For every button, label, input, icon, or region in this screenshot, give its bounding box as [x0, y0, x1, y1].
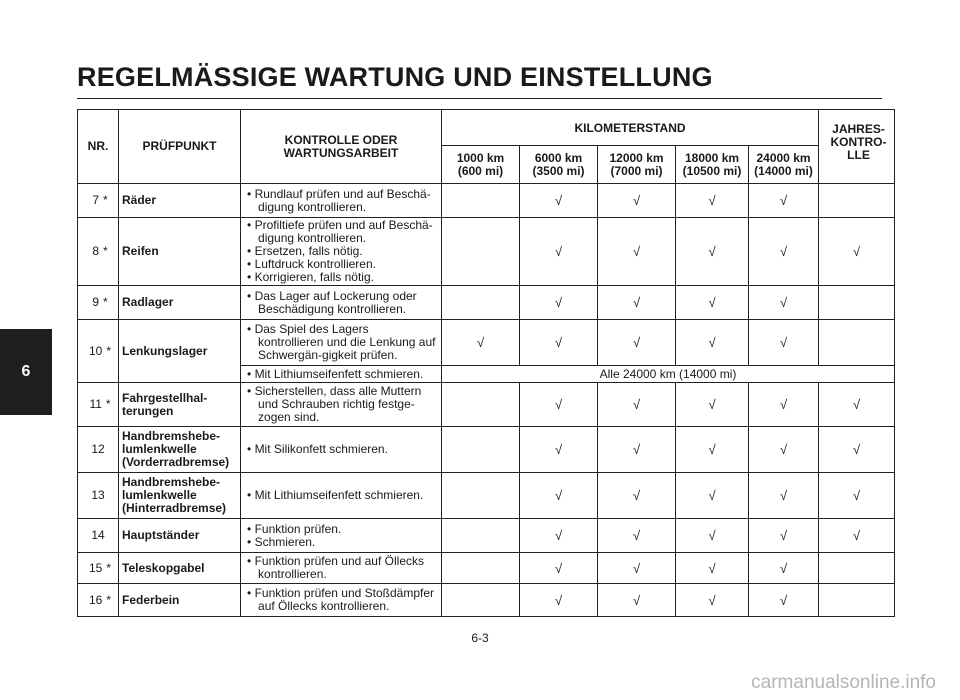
interval-km: 18000 km	[684, 150, 740, 165]
check-mark: √	[708, 592, 716, 608]
special-service-mark: *	[103, 244, 108, 258]
row-number	[78, 519, 119, 553]
special-service-mark: *	[103, 193, 108, 207]
check-mark: √	[852, 528, 861, 543]
check-item: Handbremshebe-lumlenkwelle (Hinterradbremse)	[119, 473, 241, 519]
check-mark: √	[779, 193, 788, 208]
check-mark: √	[779, 335, 788, 350]
interval-check-cell	[598, 320, 676, 366]
table-row	[78, 383, 895, 427]
check-mark: √	[632, 560, 641, 576]
maintenance-task	[241, 383, 442, 427]
check-item: Federbein	[119, 584, 241, 617]
interval-check-cell	[676, 383, 749, 427]
check-mark: √	[632, 193, 641, 208]
header-interval	[676, 146, 749, 184]
annual-check-cell	[819, 320, 895, 366]
table-row	[78, 184, 895, 218]
maintenance-task	[241, 584, 442, 617]
interval-check-cell	[598, 519, 676, 553]
maintenance-task	[241, 320, 442, 366]
row-number	[78, 218, 119, 286]
interval-check-cell	[442, 519, 520, 553]
interval-check-cell	[442, 286, 520, 320]
interval-km: 1000 km	[456, 150, 505, 165]
check-mark: √	[852, 244, 861, 259]
check-mark: √	[554, 488, 563, 503]
table-header	[78, 110, 895, 184]
check-item: Teleskopgabel	[119, 553, 241, 584]
check-mark: √	[554, 244, 563, 259]
interval-check-cell	[676, 286, 749, 320]
row-number-value: 9	[92, 295, 100, 309]
row-number-value: 15	[88, 560, 103, 575]
table-row	[78, 286, 895, 320]
interval-check-cell	[442, 584, 520, 617]
check-mark: √	[632, 335, 641, 350]
interval-check-cell	[520, 383, 598, 427]
task-bullet: • Sicherstellen, dass alle Muttern und Schrauben richtig festge-zogen sind.	[247, 385, 437, 424]
table-row	[78, 519, 895, 553]
check-item: Lenkungslager	[119, 320, 241, 383]
annual-check-cell	[819, 218, 895, 286]
check-mark: √	[852, 397, 861, 412]
check-mark: √	[554, 528, 563, 543]
check-mark: √	[779, 295, 788, 310]
task-bullet: • Luftdruck kontrollieren.	[247, 258, 437, 271]
row-number-value: 16	[88, 592, 103, 607]
row-number	[78, 473, 119, 519]
row-number	[78, 184, 119, 218]
check-mark: √	[708, 193, 716, 208]
row-number	[78, 383, 119, 427]
header-item: PRÜFPUNKT	[119, 110, 241, 184]
check-mark: √	[632, 488, 641, 503]
interval-check-cell	[749, 383, 819, 427]
check-mark: √	[779, 442, 788, 457]
maintenance-task	[241, 286, 442, 320]
interval-check-cell	[676, 320, 749, 366]
row-number	[78, 584, 119, 617]
header-interval	[442, 146, 520, 184]
table-row	[78, 427, 895, 473]
check-mark: √	[708, 335, 716, 350]
check-mark: √	[708, 560, 716, 576]
check-mark: √	[632, 528, 641, 543]
interval-check-cell	[598, 184, 676, 218]
interval-check-cell	[520, 519, 598, 553]
check-mark: √	[708, 488, 716, 503]
row-number	[78, 427, 119, 473]
interval-check-cell	[676, 553, 749, 584]
special-service-mark: *	[105, 397, 111, 411]
check-mark: √	[779, 528, 788, 543]
annual-check-cell	[819, 383, 895, 427]
header-interval	[749, 146, 819, 184]
check-mark: √	[632, 442, 641, 457]
check-item: Hauptständer	[119, 519, 241, 553]
interval-check-cell	[442, 553, 520, 584]
interval-check-cell	[749, 427, 819, 473]
interval-check-cell	[598, 427, 676, 473]
interval-check-cell	[598, 473, 676, 519]
interval-check-cell	[676, 427, 749, 473]
interval-check-cell	[749, 320, 819, 366]
check-mark: √	[554, 193, 563, 208]
table-row	[78, 320, 895, 366]
task-bullet: • Korrigieren, falls nötig.	[247, 271, 437, 284]
check-mark: √	[852, 442, 861, 457]
special-service-mark: *	[103, 295, 108, 309]
header-odometer: KILOMETERSTAND	[442, 110, 819, 146]
row-number-value: 11	[89, 397, 102, 411]
row-number-value: 14	[91, 528, 105, 542]
row-number-value: 7	[92, 193, 100, 207]
interval-check-cell	[520, 584, 598, 617]
task-bullet: • Funktion prüfen und auf Öllecks kontrollieren.	[247, 555, 437, 581]
interval-check-cell	[442, 383, 520, 427]
interval-note: Alle 24000 km (14000 mi)	[442, 366, 895, 383]
row-number-value: 12	[91, 442, 105, 456]
check-mark: √	[852, 488, 861, 503]
interval-check-cell	[520, 184, 598, 218]
interval-km: 6000 km	[534, 150, 583, 165]
check-mark: √	[554, 397, 563, 412]
interval-check-cell	[749, 584, 819, 617]
interval-mi: (600 mi)	[457, 163, 504, 178]
task-bullet: • Funktion prüfen und Stoßdämpfer auf Öllecks kontrollieren.	[247, 587, 437, 613]
interval-check-cell	[598, 383, 676, 427]
table-row	[78, 584, 895, 617]
check-mark: √	[554, 335, 563, 350]
maintenance-table	[77, 109, 895, 617]
check-item: Radlager	[119, 286, 241, 320]
check-item: Räder	[119, 184, 241, 218]
interval-km: 24000 km	[756, 150, 811, 165]
interval-check-cell	[520, 218, 598, 286]
check-mark: √	[708, 295, 716, 310]
annual-check-cell	[819, 473, 895, 519]
interval-check-cell	[442, 473, 520, 519]
interval-mi: (14000 mi)	[754, 163, 813, 178]
header-nr: NR.	[78, 110, 119, 184]
interval-check-cell	[520, 427, 598, 473]
check-mark: √	[554, 592, 563, 608]
interval-check-cell	[676, 519, 749, 553]
maintenance-task	[241, 473, 442, 519]
row-number-value: 13	[91, 488, 105, 502]
special-service-mark: *	[106, 343, 112, 358]
annual-check-cell	[819, 184, 895, 218]
check-item: Reifen	[119, 218, 241, 286]
row-number	[78, 286, 119, 320]
maintenance-task	[241, 184, 442, 218]
header-interval	[520, 146, 598, 184]
interval-check-cell	[520, 553, 598, 584]
check-item: Fahrgestellhal-terungen	[119, 383, 241, 427]
task-bullet: • Das Spiel des Lagers kontrollieren und die Lenkung auf Schwergän-gigkeit prüfen.	[247, 323, 437, 362]
header-interval	[598, 146, 676, 184]
interval-check-cell	[442, 320, 520, 366]
interval-check-cell	[520, 473, 598, 519]
maintenance-task	[241, 553, 442, 584]
interval-check-cell	[676, 584, 749, 617]
check-mark: √	[632, 592, 641, 608]
check-mark: √	[708, 528, 716, 543]
task-bullet: • Ersetzen, falls nötig.	[247, 245, 437, 258]
special-service-mark: *	[106, 592, 112, 607]
task-bullet: • Das Lager auf Lockerung oder Beschädigung kontrollieren.	[247, 290, 437, 316]
task-bullet: • Rundlauf prüfen und auf Beschä-digung kontrollieren.	[247, 188, 437, 214]
check-mark: √	[708, 442, 716, 457]
table-row	[78, 553, 895, 584]
check-mark: √	[632, 295, 641, 310]
header-checks: KONTROLLE ODER WARTUNGSARBEIT	[241, 110, 442, 184]
check-mark: √	[779, 488, 788, 503]
table-row	[78, 218, 895, 286]
interval-check-cell	[598, 218, 676, 286]
interval-check-cell	[598, 553, 676, 584]
check-mark: √	[779, 397, 788, 412]
interval-check-cell	[749, 218, 819, 286]
chapter-tab: 6	[0, 329, 52, 415]
annual-check-cell	[819, 584, 895, 617]
row-number-value: 8	[92, 244, 100, 258]
special-service-mark: *	[106, 560, 112, 575]
table-row	[78, 473, 895, 519]
maintenance-task	[241, 218, 442, 286]
row-number-value: 10	[88, 343, 103, 358]
interval-check-cell	[676, 184, 749, 218]
annual-check-cell	[819, 286, 895, 320]
check-mark: √	[632, 397, 641, 412]
interval-check-cell	[749, 184, 819, 218]
task-bullet: • Profiltiefe prüfen und auf Beschä-digung kontrollieren.	[247, 219, 437, 245]
interval-km: 12000 km	[609, 150, 664, 165]
check-mark: √	[632, 244, 641, 259]
interval-mi: (7000 mi)	[610, 163, 663, 178]
maintenance-task	[241, 519, 442, 553]
header-annual: JAHRES-KONTRO-LLE	[819, 110, 895, 184]
check-item: Handbremshebe-lumlenkwelle (Vorderradbremse)	[119, 427, 241, 473]
watermark: carmanualsonline.info	[751, 672, 936, 693]
task-bullet: • Schmieren.	[247, 536, 437, 549]
annual-check-cell	[819, 427, 895, 473]
interval-check-cell	[749, 519, 819, 553]
maintenance-task	[241, 366, 442, 383]
interval-check-cell	[442, 427, 520, 473]
page-number: 6-3	[471, 631, 489, 645]
maintenance-task	[241, 427, 442, 473]
check-mark: √	[554, 442, 563, 457]
row-number	[78, 553, 119, 584]
interval-mi: (3500 mi)	[532, 163, 585, 178]
check-mark: √	[708, 244, 716, 259]
interval-check-cell	[442, 218, 520, 286]
check-mark: √	[779, 592, 788, 608]
task-bullet: • Mit Lithiumseifenfett schmieren.	[247, 489, 437, 502]
task-bullet: • Funktion prüfen.	[247, 523, 437, 536]
page-title: REGELMÄSSIGE WARTUNG UND EINSTELLUNG	[77, 62, 713, 92]
interval-mi: (10500 mi)	[682, 163, 742, 178]
row-number	[78, 320, 119, 383]
interval-check-cell	[749, 553, 819, 584]
table-body	[78, 184, 895, 617]
check-mark: √	[476, 335, 485, 350]
interval-check-cell	[520, 286, 598, 320]
annual-check-cell	[819, 519, 895, 553]
annual-check-cell	[819, 553, 895, 584]
check-mark: √	[554, 560, 563, 576]
check-mark: √	[779, 244, 788, 259]
interval-check-cell	[598, 286, 676, 320]
interval-check-cell	[749, 286, 819, 320]
interval-check-cell	[520, 320, 598, 366]
interval-check-cell	[676, 473, 749, 519]
check-mark: √	[708, 397, 716, 412]
check-mark: √	[779, 560, 788, 576]
interval-check-cell	[442, 184, 520, 218]
task-bullet: • Mit Lithiumseifenfett schmieren.	[247, 368, 437, 381]
interval-check-cell	[598, 584, 676, 617]
check-mark: √	[554, 295, 563, 310]
title-rule	[77, 98, 882, 99]
interval-check-cell	[749, 473, 819, 519]
interval-check-cell	[676, 218, 749, 286]
task-bullet: • Mit Silikonfett schmieren.	[247, 443, 437, 456]
